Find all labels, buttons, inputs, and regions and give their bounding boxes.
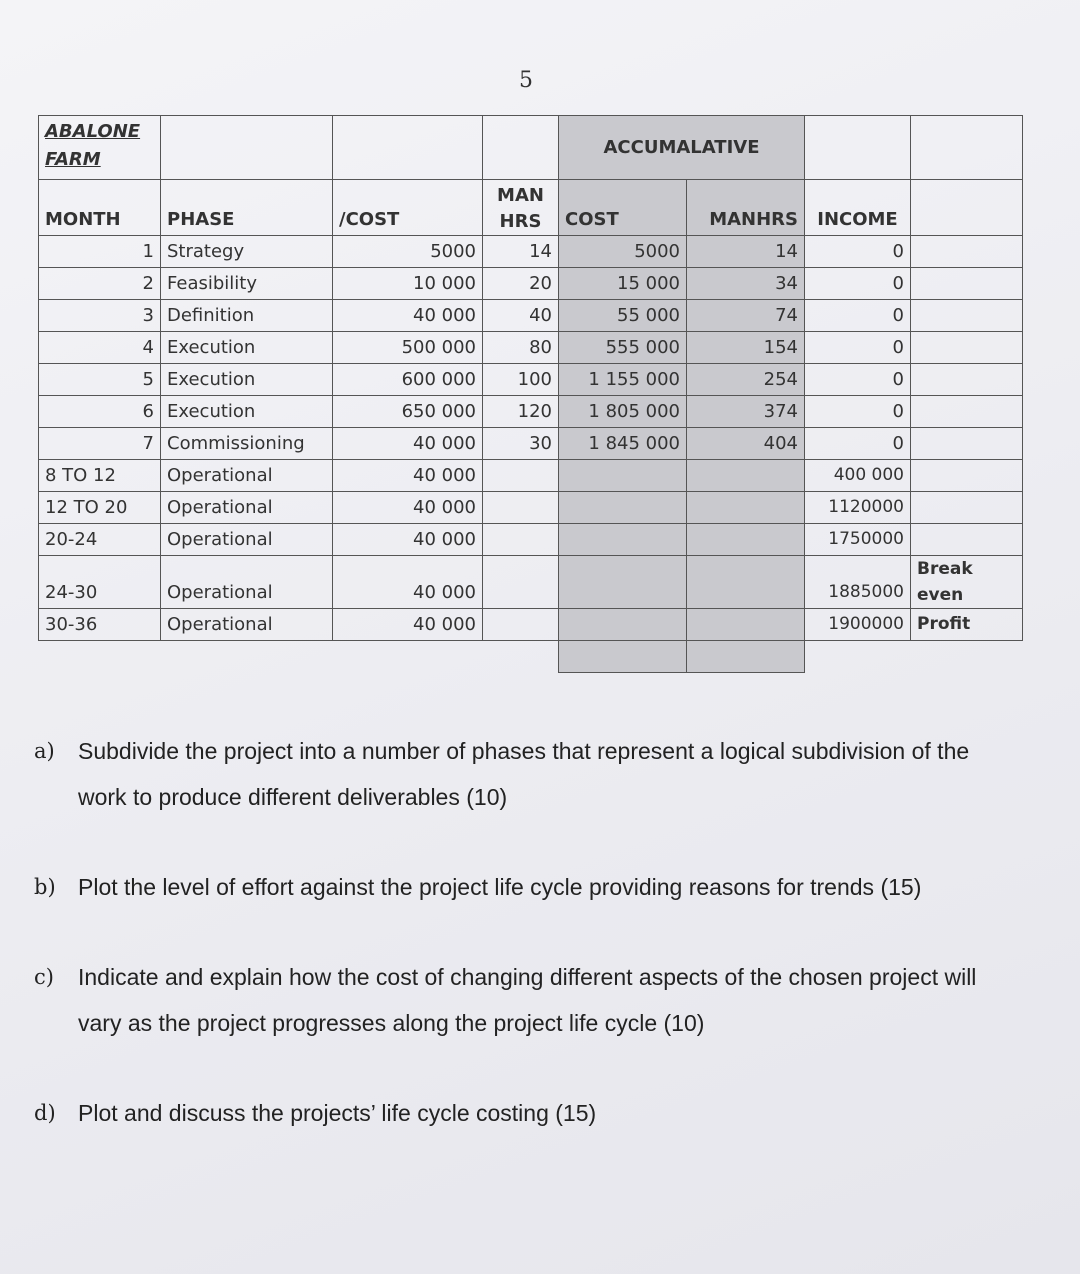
accumulative-manhrs-cell <box>687 492 805 524</box>
header-phase: PHASE <box>161 180 333 236</box>
cost-cell: 40 000 <box>333 300 483 332</box>
accumulative-cost-cell: 15 000 <box>559 268 687 300</box>
note-cell <box>911 396 1023 428</box>
empty-cell <box>911 180 1023 236</box>
accumulative-manhrs-cell: 14 <box>687 236 805 268</box>
note-cell <box>911 364 1023 396</box>
empty-cell <box>805 116 911 180</box>
month-cell: 3 <box>39 300 161 332</box>
cost-cell: 40 000 <box>333 609 483 641</box>
cost-cell: 40 000 <box>333 428 483 460</box>
cost-cell: 40 000 <box>333 492 483 524</box>
month-cell: 5 <box>39 364 161 396</box>
month-cell: 30-36 <box>39 609 161 641</box>
question-b <box>34 864 1024 910</box>
cost-cell: 500 000 <box>333 332 483 364</box>
empty-cell <box>483 116 559 180</box>
note-cell <box>911 428 1023 460</box>
empty-cell <box>911 641 1023 673</box>
accumulative-manhrs-cell <box>687 524 805 556</box>
accumulative-cost-cell: 555 000 <box>559 332 687 364</box>
man-hrs-cell <box>483 556 559 609</box>
accumulative-cost-cell: 1 155 000 <box>559 364 687 396</box>
phase-cell: Strategy <box>161 236 333 268</box>
man-hrs-cell: 40 <box>483 300 559 332</box>
income-cell: 1885000 <box>805 556 911 609</box>
empty-cell <box>483 641 559 673</box>
accumulative-cost-cell <box>559 492 687 524</box>
man-hrs-cell <box>483 460 559 492</box>
table-row <box>39 609 1023 641</box>
table-row <box>39 236 1023 268</box>
cost-cell: 40 000 <box>333 556 483 609</box>
phase-cell: Operational <box>161 460 333 492</box>
table-title <box>39 116 161 180</box>
accumulative-manhrs-cell: 34 <box>687 268 805 300</box>
break-even-note <box>911 556 1023 609</box>
income-cell: 400 000 <box>805 460 911 492</box>
cost-cell: 40 000 <box>333 524 483 556</box>
month-cell: 6 <box>39 396 161 428</box>
profit-note: Profit <box>911 609 1023 641</box>
header-man-hrs-line1: MAN <box>497 185 544 206</box>
header-accumulative-manhrs: MANHRS <box>687 180 805 236</box>
accumulative-cost-cell <box>559 556 687 609</box>
accumulative-manhrs-cell: 74 <box>687 300 805 332</box>
phase-cell: Operational <box>161 556 333 609</box>
man-hrs-cell: 20 <box>483 268 559 300</box>
table-row <box>39 300 1023 332</box>
accumulative-cost-cell <box>559 460 687 492</box>
table-row <box>39 268 1023 300</box>
cost-cell: 650 000 <box>333 396 483 428</box>
table-row <box>39 492 1023 524</box>
month-cell: 2 <box>39 268 161 300</box>
income-cell: 1900000 <box>805 609 911 641</box>
header-cost: /COST <box>333 180 483 236</box>
question-text: Indicate and explain how the cost of changing different aspects of the chosen project will vary as the project progresses along the project life cycle (10) <box>78 964 977 1036</box>
phase-cell: Execution <box>161 396 333 428</box>
question-letter: c) <box>34 965 54 989</box>
accumulative-group-header: ACCUMALATIVE <box>559 116 805 180</box>
header-accumulative-cost: COST <box>559 180 687 236</box>
break-even-line1: Break <box>917 559 973 579</box>
accumulative-manhrs-cell <box>687 556 805 609</box>
income-cell: 0 <box>805 268 911 300</box>
note-cell <box>911 492 1023 524</box>
question-text: Plot the level of effort against the project life cycle providing reasons for trends (15) <box>78 874 922 900</box>
month-cell: 24-30 <box>39 556 161 609</box>
income-cell: 0 <box>805 396 911 428</box>
note-cell <box>911 332 1023 364</box>
accumulative-cost-cell: 1 805 000 <box>559 396 687 428</box>
accumulative-cost-cell <box>559 609 687 641</box>
phase-cell: Feasibility <box>161 268 333 300</box>
question-letter: b) <box>34 875 56 899</box>
man-hrs-cell: 120 <box>483 396 559 428</box>
question-c <box>34 954 1024 1046</box>
phase-cell: Operational <box>161 609 333 641</box>
empty-cell <box>161 641 333 673</box>
table-row <box>39 524 1023 556</box>
accumulative-cost-cell <box>559 524 687 556</box>
accumulative-cost-cell: 5000 <box>559 236 687 268</box>
question-a <box>34 728 1024 820</box>
accumulative-manhrs-cell: 254 <box>687 364 805 396</box>
accumulative-cost-cell: 55 000 <box>559 300 687 332</box>
questions-list <box>34 728 1024 1180</box>
accumulative-manhrs-cell: 374 <box>687 396 805 428</box>
empty-cell <box>333 641 483 673</box>
man-hrs-cell: 30 <box>483 428 559 460</box>
table-row <box>39 332 1023 364</box>
page-number: 5 <box>519 68 533 93</box>
header-month: MONTH <box>39 180 161 236</box>
month-cell: 1 <box>39 236 161 268</box>
income-cell: 0 <box>805 428 911 460</box>
month-cell: 8 TO 12 <box>39 460 161 492</box>
accumulative-manhrs-cell: 154 <box>687 332 805 364</box>
income-cell: 0 <box>805 236 911 268</box>
question-d <box>34 1090 1024 1136</box>
accumulative-manhrs-cell <box>687 460 805 492</box>
empty-cell <box>805 641 911 673</box>
phase-cell: Execution <box>161 332 333 364</box>
abalone-farm-table-sheet <box>38 115 1023 690</box>
table-row <box>39 396 1023 428</box>
question-letter: a) <box>34 739 55 763</box>
note-cell <box>911 524 1023 556</box>
cost-cell: 600 000 <box>333 364 483 396</box>
phase-cell: Execution <box>161 364 333 396</box>
man-hrs-cell: 80 <box>483 332 559 364</box>
empty-cell <box>161 116 333 180</box>
table-row <box>39 556 1023 609</box>
header-man-hrs-line2: HRS <box>499 211 542 232</box>
table-row <box>39 428 1023 460</box>
question-text: Subdivide the project into a number of phases that represent a logical subdivision of the work to produce different deliverables (10) <box>78 738 970 810</box>
cost-cell: 5000 <box>333 236 483 268</box>
man-hrs-cell <box>483 524 559 556</box>
income-cell: 0 <box>805 332 911 364</box>
man-hrs-cell <box>483 492 559 524</box>
note-cell <box>911 236 1023 268</box>
accumulative-manhrs-cell: 404 <box>687 428 805 460</box>
man-hrs-cell <box>483 609 559 641</box>
income-cell: 0 <box>805 364 911 396</box>
break-even-line2: even <box>917 585 964 605</box>
accumulative-manhrs-cell <box>687 641 805 673</box>
cost-cell: 10 000 <box>333 268 483 300</box>
empty-cell <box>333 116 483 180</box>
accumulative-cost-cell: 1 845 000 <box>559 428 687 460</box>
income-cell: 1120000 <box>805 492 911 524</box>
phase-cell: Operational <box>161 524 333 556</box>
income-cell: 0 <box>805 300 911 332</box>
empty-cell <box>39 641 161 673</box>
note-cell <box>911 460 1023 492</box>
accumulative-manhrs-cell <box>687 609 805 641</box>
month-cell: 20-24 <box>39 524 161 556</box>
phase-cell: Definition <box>161 300 333 332</box>
month-cell: 4 <box>39 332 161 364</box>
phase-cell: Commissioning <box>161 428 333 460</box>
table-row <box>39 460 1023 492</box>
month-cell: 7 <box>39 428 161 460</box>
phase-cell: Operational <box>161 492 333 524</box>
header-income: INCOME <box>805 180 911 236</box>
month-cell: 12 TO 20 <box>39 492 161 524</box>
header-man-hrs <box>483 180 559 236</box>
note-cell <box>911 300 1023 332</box>
table-title-line1: ABALONE <box>45 121 141 142</box>
table-row <box>39 641 1023 673</box>
cost-cell: 40 000 <box>333 460 483 492</box>
table-title-line2: FARM <box>45 149 101 170</box>
note-cell <box>911 268 1023 300</box>
question-text: Plot and discuss the projects’ life cycle costing (15) <box>78 1100 597 1126</box>
question-letter: d) <box>34 1101 56 1125</box>
man-hrs-cell: 100 <box>483 364 559 396</box>
abalone-farm-table <box>38 115 1023 673</box>
income-cell: 1750000 <box>805 524 911 556</box>
empty-cell <box>911 116 1023 180</box>
table-row <box>39 364 1023 396</box>
accumulative-cost-cell <box>559 641 687 673</box>
man-hrs-cell: 14 <box>483 236 559 268</box>
